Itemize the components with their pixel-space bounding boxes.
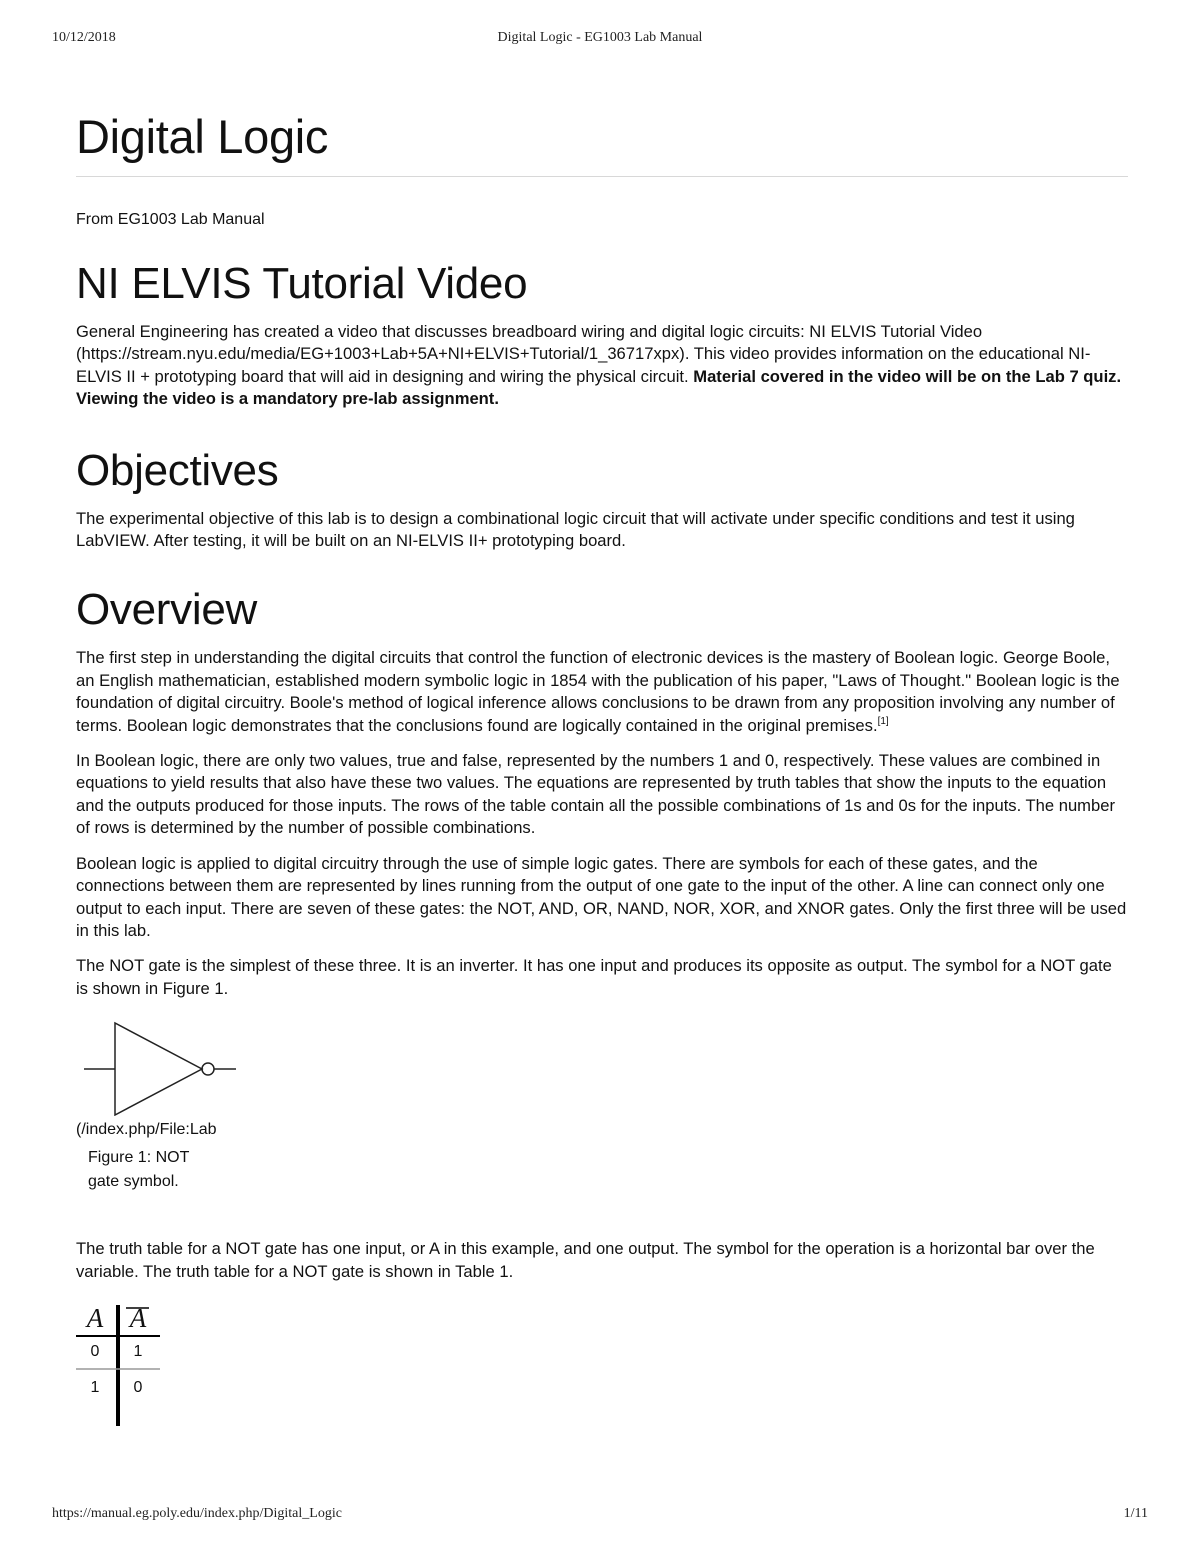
heading-objectives: Objectives (76, 445, 279, 495)
overview-paragraph-4: The NOT gate is the simplest of these three. It is an inverter. It has one input and produces its opposite as output. The symbol for a NOT gate is shown in Figure 1. (76, 956, 1112, 998)
truth-table-header-input: A (86, 1302, 104, 1333)
figure-1 (76, 1020, 256, 1194)
video-paragraph-bold: Material covered in the video will be on the Lab 7 quiz. Viewing the video is a mandatory pre-lab assignment. (76, 366, 1122, 409)
overview-paragraph-1-text: The first step in understanding the digital circuits that control the function of electronic devices is the mastery of Boolean logic. George Boole, an English mathematician, established modern symbolic logic in 1854 with the publication of his paper, "Laws of Thought." Boolean logic is the foundation of digital circuitry. Boole's method of logical inference allows conclusions to be drawn from any proposition involving any number of terms. Boolean logic demonstrates that the conclusions found are logically contained in the original premises. (76, 648, 1120, 735)
overview-paragraph-1 (76, 647, 1128, 737)
truth-table-cell: 0 (90, 1342, 100, 1360)
objectives-paragraph: The experimental objective of this lab is to design a combinational logic circuit that will activate under specific conditions and test it using LabVIEW. After testing, it will be built on an NI-ELVIS II+ prototyping board. (76, 508, 1075, 551)
heading-tutorial-video: NI ELVIS Tutorial Video (76, 259, 528, 308)
reference-link-1[interactable]: [1] (877, 715, 889, 727)
truth-table-not (76, 1303, 166, 1428)
site-subtitle: From EG1003 Lab Manual (76, 211, 265, 228)
page-url[interactable]: https://manual.eg.poly.edu/index.php/Digital_Logic (52, 1506, 342, 1521)
not-gate-symbol-icon[interactable] (76, 1020, 236, 1116)
overview-paragraph-5: The truth table for a NOT gate has one input, or A in this example, and one output. The symbol for the operation is a horizontal bar over the variable. The truth table for a NOT gate is shown in Table 1. (76, 1239, 1095, 1281)
video-paragraph-text: General Engineering has created a video that discusses breadboard wiring and digital logic circuits: NI ELVIS Tutorial Video (https://stream.nyu.edu/media/EG+1003+Lab+5A+NI+ELVIS+Tutorial/1_36717xpx). This video provides information on the educational NI-ELVIS II + prototyping board that will aid in designing and wiring the physical circuit. (76, 322, 1091, 386)
print-footer (52, 1506, 1148, 1526)
truth-table-cell: 1 (133, 1342, 143, 1360)
print-date: 10/12/2018 (52, 30, 116, 45)
truth-table-cell: 1 (90, 1378, 100, 1396)
article-content (76, 106, 1128, 1428)
video-paragraph (76, 321, 1128, 411)
print-title: Digital Logic - EG1003 Lab Manual (497, 30, 703, 45)
truth-table-cell: 0 (133, 1378, 143, 1396)
truth-table-header-output: A (129, 1302, 147, 1333)
overview-paragraph-2: In Boolean logic, there are only two values, true and false, represented by the numbers 1 and 0, respectively. These values are combined in equations to yield results that also have these two values. The equations are represented by truth tables that show the inputs to the equation and the outputs produced for those inputs. The rows of the table contain all the possible combinations of 1s and 0s for the inputs. The number of rows is determined by the number of possible combinations. (76, 751, 1115, 838)
page-number: 1/11 (1123, 1506, 1148, 1521)
heading-overview: Overview (76, 585, 257, 635)
figure-1-file-link[interactable]: (/index.php/File:Lab (76, 1121, 217, 1139)
print-header (52, 30, 1148, 50)
page-title: Digital Logic (76, 106, 1128, 177)
overview-paragraph-3: Boolean logic is applied to digital circuitry through the use of simple logic gates. There are symbols for each of these gates, and the connections between them are represented by lines running from the output of one gate to the input of the other. A line can connect only one output to each input. There are seven of these gates: the NOT, AND, OR, NAND, NOR, XOR, and XNOR gates. Only the first three will be used in this lab. (76, 853, 1127, 940)
figure-1-caption: Figure 1: NOT gate symbol. (88, 1149, 190, 1191)
